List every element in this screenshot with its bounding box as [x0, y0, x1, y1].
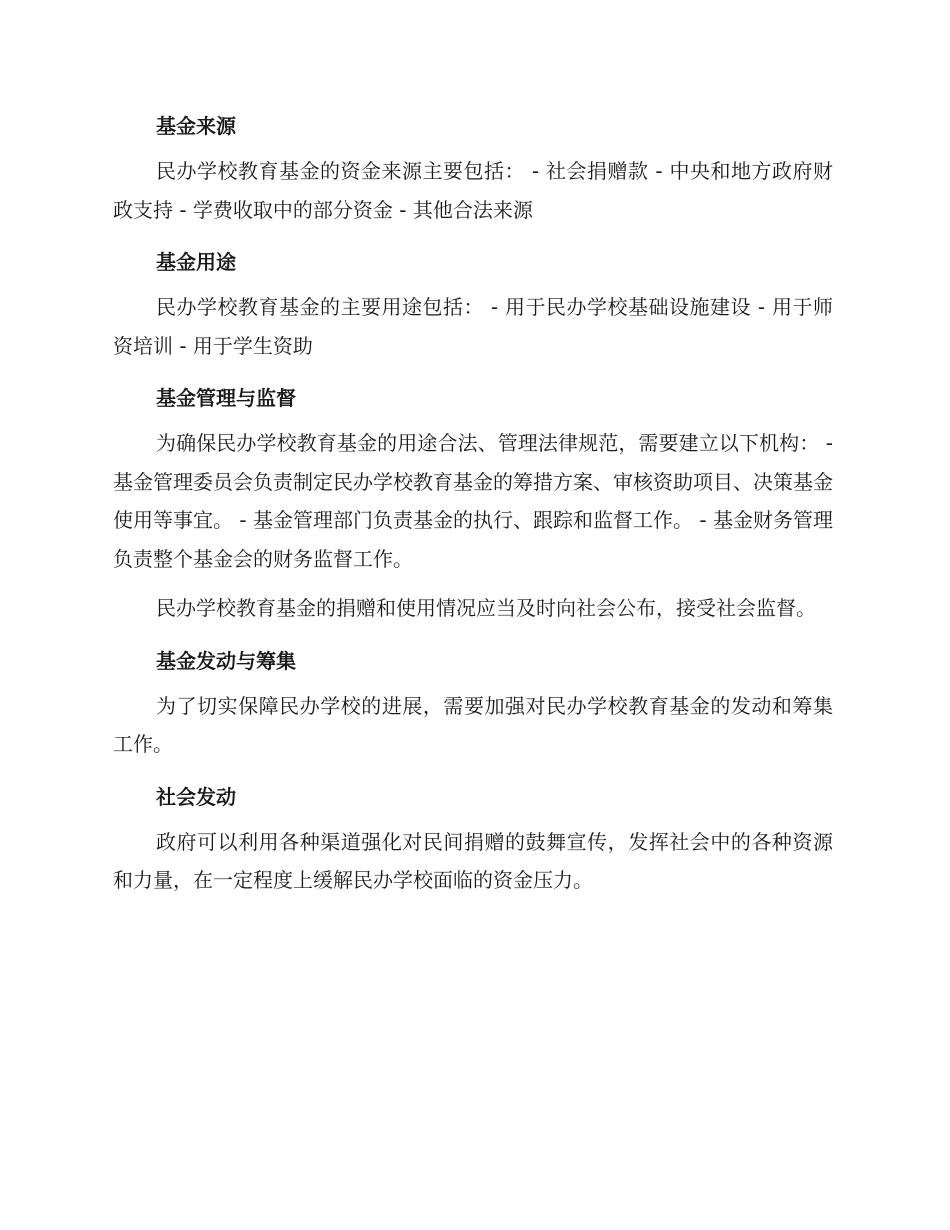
section-heading: 基金管理与监督: [156, 386, 296, 410]
section-fund-usage: [113, 240, 833, 365]
section-paragraph: 为了切实保障民办学校的进展，需要加强对民办学校教育基金的发动和筹集工作。: [113, 693, 833, 756]
section-social-mobilization: [113, 775, 833, 900]
section-heading: 基金用途: [156, 250, 236, 274]
section-paragraph: 为确保民办学校教育基金的用途合法、管理法律规范，需要建立以下机构： - 基金管理委员会负责制定民办学校教育基金的筹措方案、审核资助项目、决策基金使用等事宜。 - 基金管理部门负责基金的执行、跟踪和监督工作。 - 基金财务管理负责整个基金会的财务监督工作。: [113, 431, 833, 571]
section-paragraph: 政府可以利用各种渠道强化对民间捐赠的鼓舞宣传，发挥社会中的各种资源和力量，在一定程度上缓解民办学校面临的资金压力。: [113, 829, 833, 892]
section-heading: 社会发动: [156, 784, 236, 809]
section-fund-sources: [113, 104, 833, 229]
section-paragraph: 民办学校教育基金的主要用途包括： - 用于民办学校基础设施建设 - 用于师资培训 - 用于学生资助: [113, 295, 833, 358]
section-paragraph: 民办学校教育基金的资金来源主要包括： - 社会捐赠款 - 中央和地方政府财政支持 - 学费收取中的部分资金 - 其他合法来源: [113, 159, 833, 222]
section-fund-management: [113, 376, 833, 628]
section-paragraph: 民办学校教育基金的捐赠和使用情况应当及时向社会公布，接受社会监督。: [156, 596, 816, 620]
section-fund-raising: [113, 639, 833, 764]
document-page: [113, 104, 833, 911]
section-heading: 基金发动与筹集: [156, 648, 296, 673]
section-heading: 基金来源: [156, 114, 236, 138]
